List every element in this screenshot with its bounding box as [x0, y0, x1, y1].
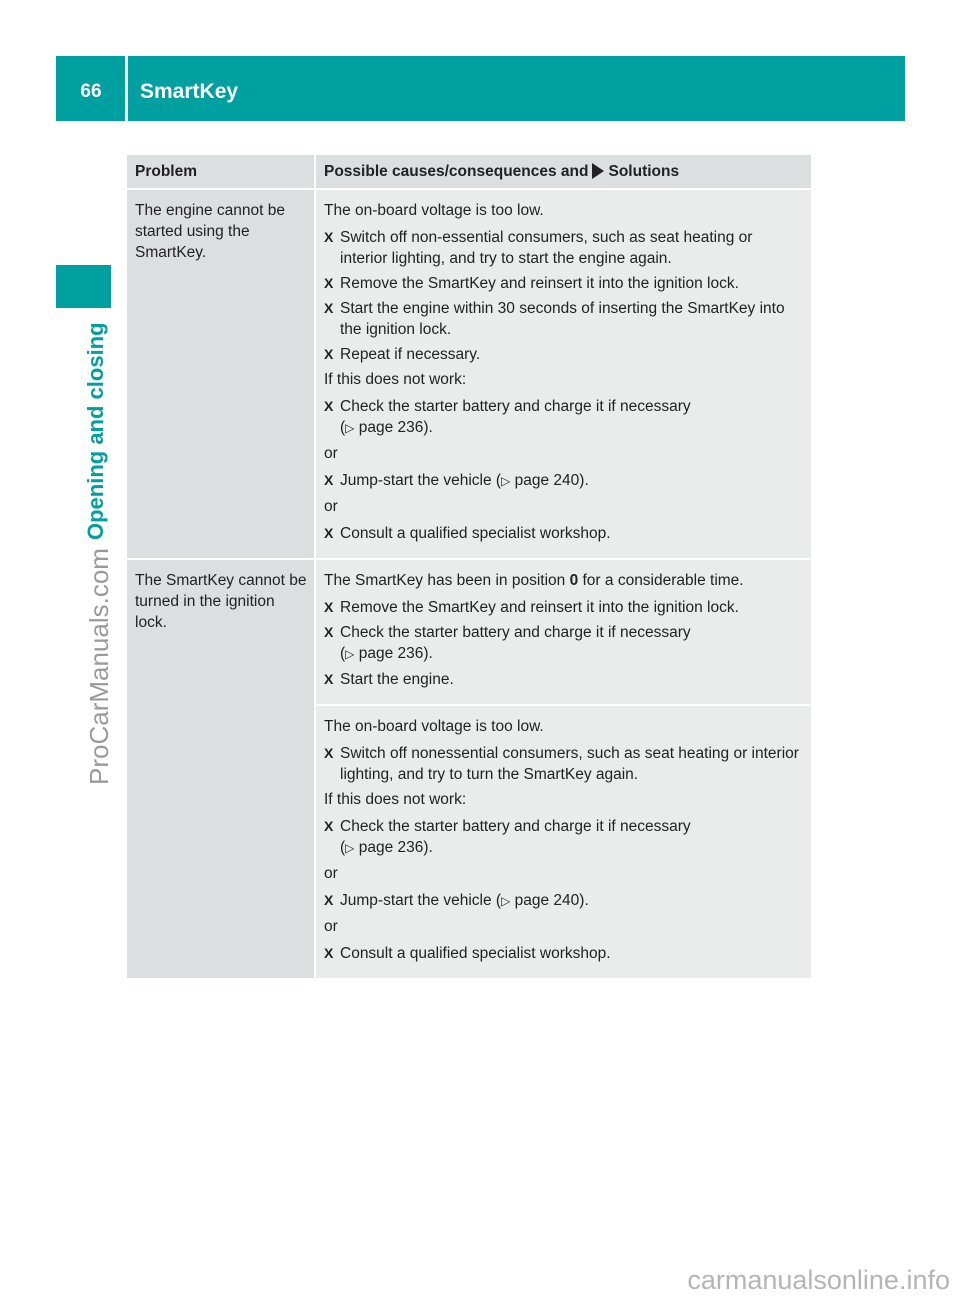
page-ref-link[interactable]: page 240).	[514, 472, 589, 489]
page-ref-icon: ▷	[345, 421, 355, 435]
column-header-problem: Problem	[127, 155, 315, 189]
action-x-icon: X	[324, 624, 334, 640]
action-x-icon: X	[324, 945, 334, 961]
cause-text	[324, 570, 801, 591]
action-x-icon: X	[324, 346, 334, 362]
page-ref-link[interactable]: page 236).	[358, 419, 433, 436]
action-step	[324, 669, 801, 690]
action-x-icon: X	[324, 300, 334, 316]
column-header-solutions	[315, 155, 811, 189]
step-text: Repeat if necessary.	[340, 346, 481, 363]
step-text: Remove the SmartKey and reinsert it into the ignition lock.	[340, 599, 739, 616]
page-ref-icon: ▷	[501, 474, 511, 488]
step-text: Switch off nonessential consumers, such as seat heating or interior lighting, and try to turn the SmartKey again.	[340, 745, 799, 783]
action-x-icon: X	[324, 599, 334, 615]
watermark-left: ProCarManuals.com	[84, 548, 114, 785]
action-step: X Check the starter battery and charge it if necessary (▷ page 236).	[324, 818, 691, 856]
action-x-icon: X	[324, 229, 334, 245]
action-step	[324, 523, 801, 544]
action-x-icon: X	[324, 472, 334, 488]
solution-cell	[315, 189, 811, 559]
page-ref-icon: ▷	[345, 647, 355, 661]
table-row	[127, 559, 811, 705]
action-x-icon: X	[324, 398, 334, 414]
section-tab-marker	[56, 265, 111, 308]
cause-text-part: for a considerable time.	[582, 572, 744, 589]
watermark-bottom: carmanualsonline.info	[687, 1265, 950, 1295]
step-text: Consult a qualified specialist workshop.	[340, 525, 611, 542]
if-not-text: If this does not work:	[324, 371, 467, 388]
page-ref-link[interactable]: page 236).	[358, 839, 433, 856]
action-x-icon: X	[324, 671, 334, 687]
or-text: or	[324, 445, 338, 462]
solution-cell	[315, 705, 811, 978]
step-text: Jump-start the vehicle (	[340, 472, 502, 489]
key-position-zero: 0	[569, 572, 579, 589]
action-step	[324, 344, 801, 365]
column-header-solutions-label: Solutions	[608, 163, 680, 180]
action-step	[324, 470, 801, 492]
step-text: Consult a qualified specialist workshop.	[340, 945, 611, 962]
action-step	[324, 890, 801, 912]
action-step	[324, 227, 801, 269]
action-x-icon: X	[324, 892, 334, 908]
step-text: Switch off non-essential consumers, such as seat heating or interior lighting, and try to start the engine again.	[340, 229, 753, 267]
problem-cell	[127, 559, 315, 978]
action-x-icon: X	[324, 818, 334, 834]
cause-text: The on-board voltage is too low.	[324, 202, 544, 219]
problem-cell	[127, 189, 315, 559]
if-not-text: If this does not work:	[324, 791, 467, 808]
action-x-icon: X	[324, 525, 334, 541]
or-text: or	[324, 498, 338, 515]
table-row	[127, 189, 811, 559]
step-text: Jump-start the vehicle (	[340, 892, 502, 909]
action-step	[324, 273, 801, 294]
page-number: 66	[80, 80, 102, 102]
cause-text-part: The SmartKey has been in position	[324, 572, 566, 589]
page-ref-icon: ▷	[345, 841, 355, 855]
action-step: X Check the starter battery and charge it if necessary (▷ page 236).	[324, 398, 691, 436]
step-text: Check the starter battery and charge it if necessary	[340, 818, 691, 835]
action-step	[324, 743, 801, 785]
solution-cell	[315, 559, 811, 705]
action-step	[324, 298, 801, 340]
step-text: Check the starter battery and charge it if necessary	[340, 398, 691, 415]
header-divider	[125, 56, 128, 121]
page-title: SmartKey	[140, 79, 239, 103]
step-text: Start the engine.	[340, 671, 454, 688]
play-arrow-icon	[592, 163, 604, 179]
problem-text: The SmartKey cannot be turned in the ignition lock.	[135, 572, 307, 631]
column-header-solutions-text: Possible causes/consequences and	[324, 163, 589, 180]
action-step	[324, 597, 801, 618]
step-text: Remove the SmartKey and reinsert it into the ignition lock.	[340, 275, 739, 292]
problem-text: The engine cannot be started using the SmartKey.	[135, 202, 285, 261]
step-text: Start the engine within 30 seconds of inserting the SmartKey into the ignition lock.	[340, 300, 785, 338]
step-text: Check the starter battery and charge it if necessary	[340, 624, 691, 641]
table-header-row	[127, 155, 811, 189]
page-ref-icon: ▷	[501, 894, 511, 908]
page-header	[56, 56, 905, 121]
action-step: X Check the starter battery and charge it if necessary (▷ page 236).	[324, 624, 691, 662]
or-text: or	[324, 865, 338, 882]
page-ref-link[interactable]: page 240).	[514, 892, 589, 909]
troubleshooting-table	[127, 155, 811, 978]
action-step	[324, 943, 801, 964]
action-x-icon: X	[324, 275, 334, 291]
section-label: Opening and closing	[83, 322, 108, 540]
page-ref-link[interactable]: page 236).	[358, 645, 433, 662]
action-x-icon: X	[324, 745, 334, 761]
or-text: or	[324, 918, 338, 935]
cause-text: The on-board voltage is too low.	[324, 718, 544, 735]
